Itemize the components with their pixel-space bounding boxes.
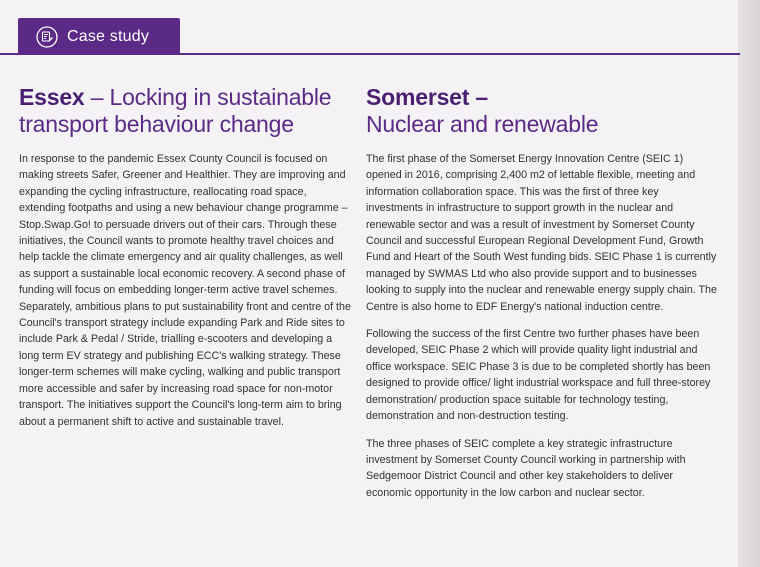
somerset-column: [366, 84, 718, 501]
somerset-title-bold: Somerset –: [366, 84, 489, 110]
page-edge: [738, 0, 760, 567]
essex-column: [19, 84, 355, 430]
essex-title-rest: – Locking in sustainable transport behaviour change: [19, 84, 332, 137]
somerset-title-rest: Nuclear and renewable: [366, 111, 599, 137]
somerset-paragraph-2: Following the success of the first Centre two further phases have been developed, SEIC Phase 2 which will provide quality light industrial and office workspace. SEIC Phase 3 is due to be completed shortly has been designed to provide office/ light industrial workspace and full three-storey demonstration/ production space suitable for technology testing, demonstration and non-destruction testing.: [366, 328, 711, 423]
header-rule: [0, 53, 740, 55]
somerset-paragraph-3: The three phases of SEIC complete a key strategic infrastructure investment by Somerset County Council working in partnership with Sedgemoor District Council and other key stakeholders to deliver economic opportunity in the low carbon and nuclear sector.: [366, 437, 686, 499]
somerset-paragraph-1: The first phase of the Somerset Energy Innovation Centre (SEIC 1) opened in 2016, comprising 2,400 m2 of lettable flexible, meeting and information collaboration space. This was the first of three key investments in infrastructure to support growth in the nuclear and renewable sector and was a result of investment by Somerset County Council and successful European Regional Development Fund, Growth Fund and Heart of the South West funding bids. SEIC Phase 1 is currently managed by SWMAS Ltd who also provide support and to businesses looking to supply into the nuclear and renewable energy supply chain. The Centre is also home to EDF Energy's national induction centre.: [366, 153, 717, 313]
essex-body: In response to the pandemic Essex County Council is focused on making streets Safer, Greener and Healthier. They are improving and expanding the cycling infrastructure, reallocating road space, extending footpaths and using a new behaviour change programme – Stop.Swap.Go! to persuade drivers out of their cars. Through these initiatives, the Council wants to promote healthy travel choices and help tackle the climate emergency and air quality challenges, as well as support a sustainable local economic recovery. A second phase of funding will focus on embedding longer-term active travel schemes. Separately, ambitious plans to put sustainability front and centre of the Council's transport strategy include expanding Park and Ride sites to include Park & Pedal / Stride, trialling e-scooters and developing a long term EV strategy and publishing ECC's walking strategy. These longer-term schemes will make cycling, walking and public transport more accessible and safer by increasing road space for non-motor transport. The initiatives support the Council's long-term aim to bring about a permanent shift to active and sustainable travel.: [19, 153, 351, 428]
somerset-title: [366, 84, 718, 138]
document-edit-icon: [36, 26, 58, 48]
case-study-tag: [18, 18, 180, 55]
essex-title: [19, 84, 355, 138]
case-study-label: Case study: [67, 27, 150, 45]
essex-title-bold: Essex: [19, 84, 85, 110]
